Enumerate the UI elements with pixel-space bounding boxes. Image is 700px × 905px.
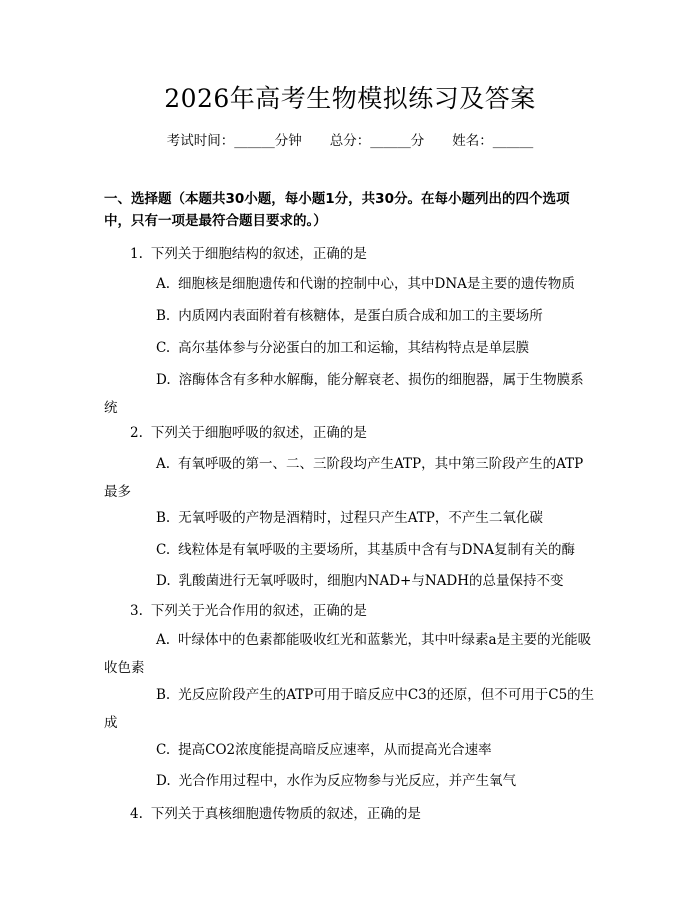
option-2b: [104, 504, 596, 532]
option-text: 提高CO2浓度能提高暗反应速率，从而提高光合速率: [178, 742, 492, 758]
option-label: A.: [156, 276, 171, 292]
option-2c: [104, 536, 596, 564]
question-number: 4.: [130, 806, 143, 822]
exam-info-line: [0, 131, 700, 151]
option-label: C.: [156, 340, 171, 356]
question-text: 下列关于光合作用的叙述，正确的是: [150, 603, 367, 619]
option-label: A.: [156, 456, 171, 472]
question-number: 1.: [130, 246, 143, 262]
question-number: 3.: [130, 603, 143, 619]
option-text: 叶绿体中的色素都能吸收红光和蓝紫光，其中叶绿素a是主要的光能吸收色素: [104, 632, 592, 676]
option-3a: [104, 626, 596, 682]
question-2: [130, 423, 596, 443]
option-label: C.: [156, 742, 171, 758]
question-text: 下列关于细胞呼吸的叙述，正确的是: [150, 425, 367, 441]
option-2d: [104, 567, 596, 595]
question-number: 2.: [130, 425, 143, 441]
option-text: 无氧呼吸的产物是酒精时，过程只产生ATP，不产生二氧化碳: [178, 510, 543, 526]
question-3: [130, 601, 596, 621]
option-label: B.: [156, 687, 171, 703]
question-text: 下列关于真核细胞遗传物质的叙述，正确的是: [150, 806, 421, 822]
option-1c: [104, 334, 596, 362]
option-text: 光合作用过程中，水作为反应物参与光反应，并产生氧气: [178, 773, 517, 789]
option-label: B.: [156, 308, 171, 324]
option-label: C.: [156, 542, 171, 558]
option-text: 内质网内表面附着有核糖体，是蛋白质合成和加工的主要场所: [178, 308, 543, 324]
option-label: D.: [156, 573, 171, 589]
student-name-field: 姓名：______: [452, 133, 534, 149]
option-3b: [104, 681, 596, 737]
option-label: D.: [156, 372, 171, 388]
page-title: 2026年高考生物模拟练习及答案: [164, 84, 536, 113]
option-label: D.: [156, 773, 171, 789]
question-text: 下列关于细胞结构的叙述，正确的是: [150, 246, 367, 262]
option-text: 线粒体是有氧呼吸的主要场所，其基质中含有与DNA复制有关的酶: [178, 542, 576, 558]
option-1b: [104, 302, 596, 330]
option-1a: [104, 270, 596, 298]
option-text: 细胞核是细胞遗传和代谢的控制中心，其中DNA是主要的遗传物质: [178, 276, 575, 292]
option-text: 光反应阶段产生的ATP可用于暗反应中C3的还原，但不可用于C5的生成: [104, 687, 595, 731]
option-text: 溶酶体含有多种水解酶，能分解衰老、损伤的细胞器，属于生物膜系统: [104, 372, 584, 416]
option-label: B.: [156, 510, 171, 526]
option-3d: [104, 767, 596, 795]
question-4: [130, 804, 596, 824]
exam-time-field: 考试时间：______分钟: [166, 133, 302, 149]
question-1: [130, 244, 596, 264]
option-text: 乳酸菌进行无氧呼吸时，细胞内NAD+与NADH的总量保持不变: [178, 573, 564, 589]
option-2a: [104, 450, 596, 506]
option-1d: [104, 366, 596, 422]
option-3c: [104, 736, 596, 764]
option-label: A.: [156, 632, 171, 648]
option-text: 有氧呼吸的第一、二、三阶段均产生ATP，其中第三阶段产生的ATP最多: [104, 456, 584, 500]
option-text: 高尔基体参与分泌蛋白的加工和运输，其结构特点是单层膜: [178, 340, 530, 356]
section-heading: 一、选择题（本题共30小题，每小题1分，共30分。在每小题列出的四个选项中，只有一项是最符合题目要求的。）: [104, 191, 570, 229]
total-score-field: 总分：______分: [329, 133, 425, 149]
